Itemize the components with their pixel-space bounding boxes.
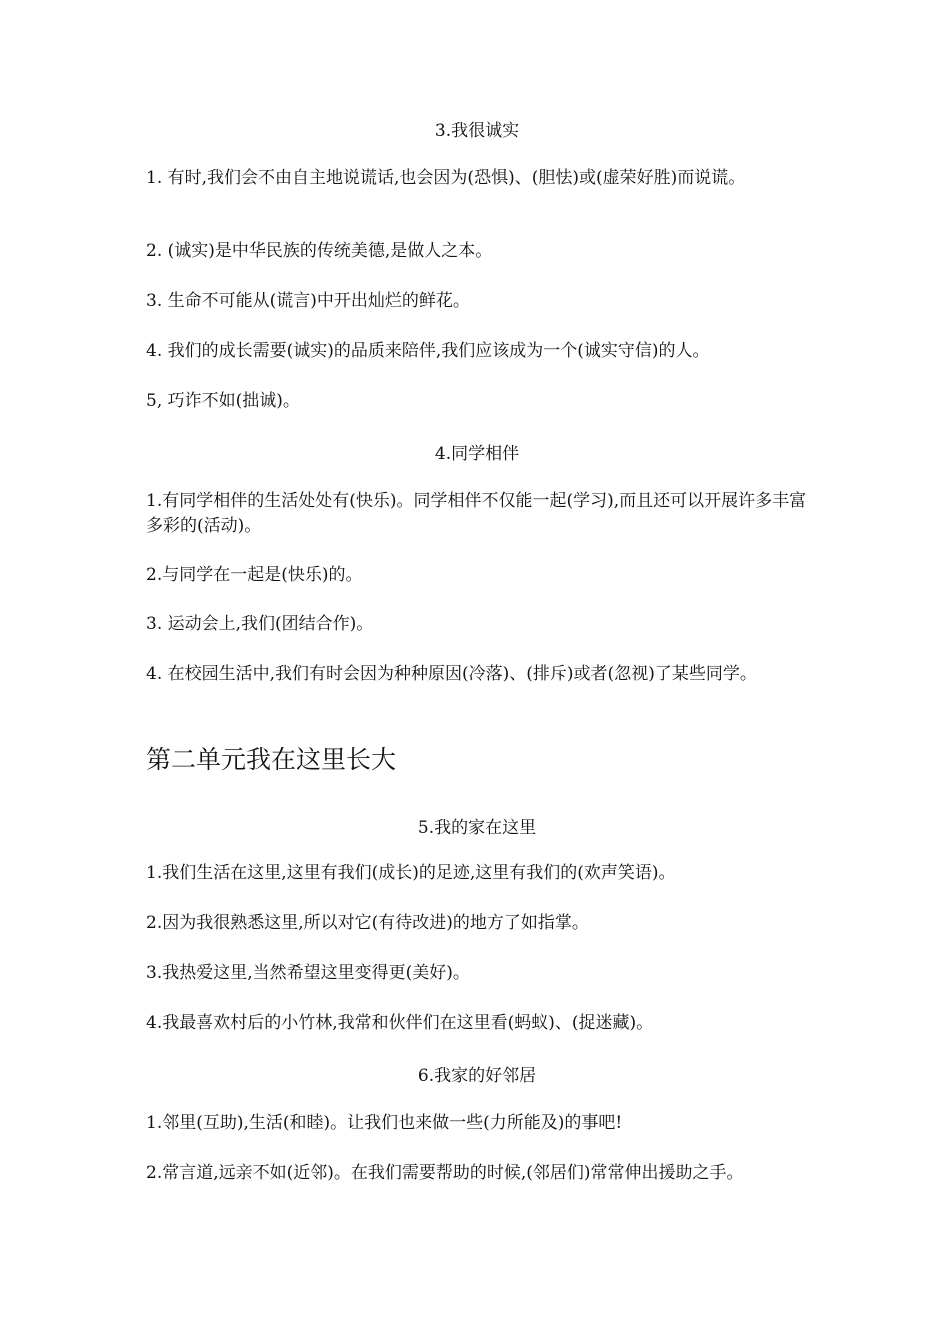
list-item [146,489,808,539]
list-item [146,1161,808,1186]
list-item [146,612,808,637]
item-text: 4. 在校园生活中,我们有时会因为种种原因(冷落)、(排斥)或者(忽视)了某些同学。 [146,664,757,684]
item-text: 4.我最喜欢村后的小竹林,我常和伙伴们在这里看(蚂蚁)、(捉迷藏)。 [146,1013,654,1033]
item-text: 2.与同学在一起是(快乐)的。 [146,565,363,585]
list-item [146,911,808,936]
list-item [146,861,808,886]
item-text: 3. 生命不可能从(谎言)中开出灿烂的鲜花。 [146,291,470,311]
list-item [146,339,808,364]
section-heading: 3.我很诚实 [434,121,520,141]
list-item [146,289,808,314]
list-item [146,1111,808,1136]
item-text: 2.常言道,远亲不如(近邻)。在我们需要帮助的时候,(邻居们)常常伸出援助之手。 [146,1163,744,1183]
section-title [146,116,808,141]
item-text: 4. 我们的成长需要(诚实)的品质来陪伴,我们应该成为一个(诚实守信)的人。 [146,341,710,361]
section-title [146,1061,808,1086]
item-text: 3. 运动会上,我们(团结合作)。 [146,614,374,634]
list-item [146,563,808,588]
item-text: 1.我们生活在这里,这里有我们(成长)的足迹,这里有我们的(欢声笑语)。 [146,863,676,883]
list-item [146,961,808,986]
list-item [146,239,808,264]
list-item [146,389,808,414]
list-item [146,662,808,687]
item-text: 2.因为我很熟悉这里,所以对它(有待改进)的地方了如指掌。 [146,913,589,933]
section-title [146,813,808,838]
list-item [146,1011,808,1036]
item-text: 2. (诚实)是中华民族的传统美德,是做人之本。 [146,241,493,261]
item-text: 1. 有时,我们会不由自主地说谎话,也会因为(恐惧)、(胆怯)或(虚荣好胜)而说谎。 [146,168,746,188]
section-heading: 6.我家的好邻居 [417,1066,537,1086]
item-text: 5, 巧诈不如(拙诚)。 [146,391,300,411]
item-text: 3.我热爱这里,当然希望这里变得更(美好)。 [146,963,470,983]
unit-heading: 第二单元我在这里长大 [146,745,397,774]
section-title [146,439,808,464]
unit-title [146,740,808,776]
section-heading: 5.我的家在这里 [417,818,537,838]
list-item [146,166,808,191]
section-heading: 4.同学相伴 [434,444,520,464]
item-text: 1.邻里(互助),生活(和睦)。让我们也来做一些(力所能及)的事吧! [146,1113,623,1133]
item-text: 1.有同学相伴的生活处处有(快乐)。同学相伴不仅能一起(学习),而且还可以开展许多丰富多彩的(活动)。 [146,491,807,536]
